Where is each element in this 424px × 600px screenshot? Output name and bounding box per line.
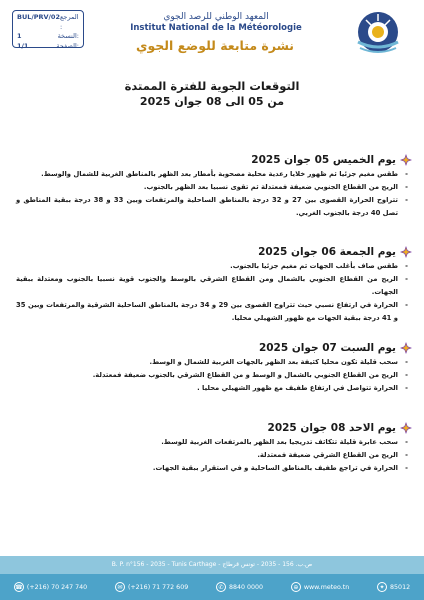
list-item: - الحرارة في ارتفاع نسبي حيث تتراوح القصوى بين 29 و 34 درجة بالمناطق الساحلية الشرقية والمرتفعات وبين 35 و 41 درجة ببقية الجهات مع ظهور الشهيلي محليا. xyxy=(16,299,398,325)
page-footer xyxy=(0,556,424,600)
version-value: 1 xyxy=(17,32,22,40)
footer-phone1 xyxy=(14,582,87,592)
day-title-text: يوم الجمعة 06 جوان 2025 xyxy=(258,246,396,258)
institute-name xyxy=(98,12,334,34)
reference-label: المرجع : xyxy=(59,13,79,31)
number-text: 8840 0000 xyxy=(228,583,264,591)
footer-contacts xyxy=(0,576,424,598)
list-item: - الحرارة تتواصل في ارتفاع طفيف مع ظهور الشهيلي محليا . xyxy=(16,382,398,395)
forecast-main-title xyxy=(60,78,364,110)
footer-box xyxy=(377,582,410,592)
phone-icon: ☎ xyxy=(15,583,23,591)
day-items xyxy=(16,436,412,475)
fax-icon: ✉ xyxy=(115,582,125,592)
bulletin-title: نشرة متابعة للوضع الجوي xyxy=(135,38,295,53)
list-item: - طقس صاف بأغلب الجهات ثم مغيم جزئيا بالجنوب. xyxy=(16,260,398,273)
day-section-friday xyxy=(16,244,412,325)
institute-name-fr: Institut National de la Météorologie xyxy=(130,23,302,33)
page-label: الصفحة: xyxy=(56,41,79,50)
phone2-text: (+216) 71 772 609 xyxy=(127,583,189,591)
footer-address: B. P. n°156 - 2035 - Tunis Carthage - ص.ب. 156 - 2035 - تونس قرطاج xyxy=(0,556,424,574)
reference-box xyxy=(12,10,84,48)
day-title-text: يوم الاحد 08 جوان 2025 xyxy=(267,422,396,434)
list-item: - سحب عابرة قليلة تتكاثف تدريجيا بعد الظهر بالمرتفعات الغربية للوسط. xyxy=(16,436,398,449)
institute-logo-icon xyxy=(344,8,412,60)
forecast-star-icon xyxy=(400,154,412,166)
page-value: 1/1 xyxy=(17,41,29,50)
forecast-star-icon xyxy=(400,342,412,354)
list-item: - طقس مغيم جزئيا ثم ظهور خلايا رعدية محلية مصحوبة بأمطار بعد الظهر بالمناطق الغربية للشمال والوسط. xyxy=(16,168,398,181)
day-title xyxy=(16,340,412,356)
day-items xyxy=(16,168,412,220)
phone1-text: (+216) 70 247 740 xyxy=(26,583,88,591)
list-item: - الريح من القطاع الجنوبي بالشمال ومن القطاع الشرقي بالوسط والجنوب قوية نسبيا بالجنوب ومعتدلة ببقية الجهات. xyxy=(16,273,398,299)
day-title xyxy=(16,420,412,436)
list-item: - سحب قليلة تكون محليا كثيفة بعد الظهر بالجهات الغربية للشمال و الوسط. xyxy=(16,356,398,369)
telex-icon: ✦ xyxy=(377,582,387,592)
footer-website[interactable] xyxy=(291,582,349,592)
day-section-thursday xyxy=(16,152,412,220)
day-section-sunday xyxy=(16,420,412,475)
reference-value: BUL/PRV/02 xyxy=(17,13,60,21)
day-items xyxy=(16,356,412,395)
day-title xyxy=(16,244,412,260)
list-item: - الريح من القطاع الجنوبي بالشمال و الوسط و من القطاع الشرقي بالجنوب ضعيفة فمعتدلة. xyxy=(16,369,398,382)
forecast-title-line1: التوقعات الجوية للفترة الممتدة xyxy=(124,79,300,93)
list-item: - الريح من القطاع الشرقي ضعيفة فمعتدلة. xyxy=(16,449,398,462)
list-item: - الحرارة في تراجع طفيف بالمناطق الساحلية و في استقرار ببقية الجهات. xyxy=(16,462,398,475)
info-line-icon: ✆ xyxy=(216,582,226,592)
day-title-text: يوم السبت 07 جوان 2025 xyxy=(258,342,396,354)
website-text[interactable]: www.meteo.tn xyxy=(303,583,350,591)
globe-icon: ⊕ xyxy=(291,582,301,592)
day-items xyxy=(16,260,412,325)
footer-number xyxy=(216,582,263,592)
day-title-text: يوم الخميس 05 جوان 2025 xyxy=(251,154,396,166)
version-label: النسخة: xyxy=(57,32,79,40)
institute-name-ar: المعهد الوطني للرصد الجوي xyxy=(163,12,269,22)
box-text: 85012 xyxy=(390,583,411,591)
day-section-saturday xyxy=(16,340,412,395)
list-item: - تتراوح الحرارة القصوى بين 27 و 32 درجة بالمناطق الساحلية والمرتفعات وبين 33 و 38 درجة ببقية المناطق و تصل 40 درجة بالجنوب الغربي. xyxy=(16,194,398,220)
forecast-star-icon xyxy=(400,422,412,434)
footer-phone2 xyxy=(115,582,188,592)
day-title xyxy=(16,152,412,168)
forecast-title-line2: من 05 الى 08 جوان 2025 xyxy=(139,95,285,108)
list-item: - الريح من القطاع الجنوبي ضعيفة فمعتدلة ثم تقوى نسبيا بعد الظهر بالجنوب. xyxy=(16,181,398,194)
forecast-star-icon xyxy=(400,246,412,258)
